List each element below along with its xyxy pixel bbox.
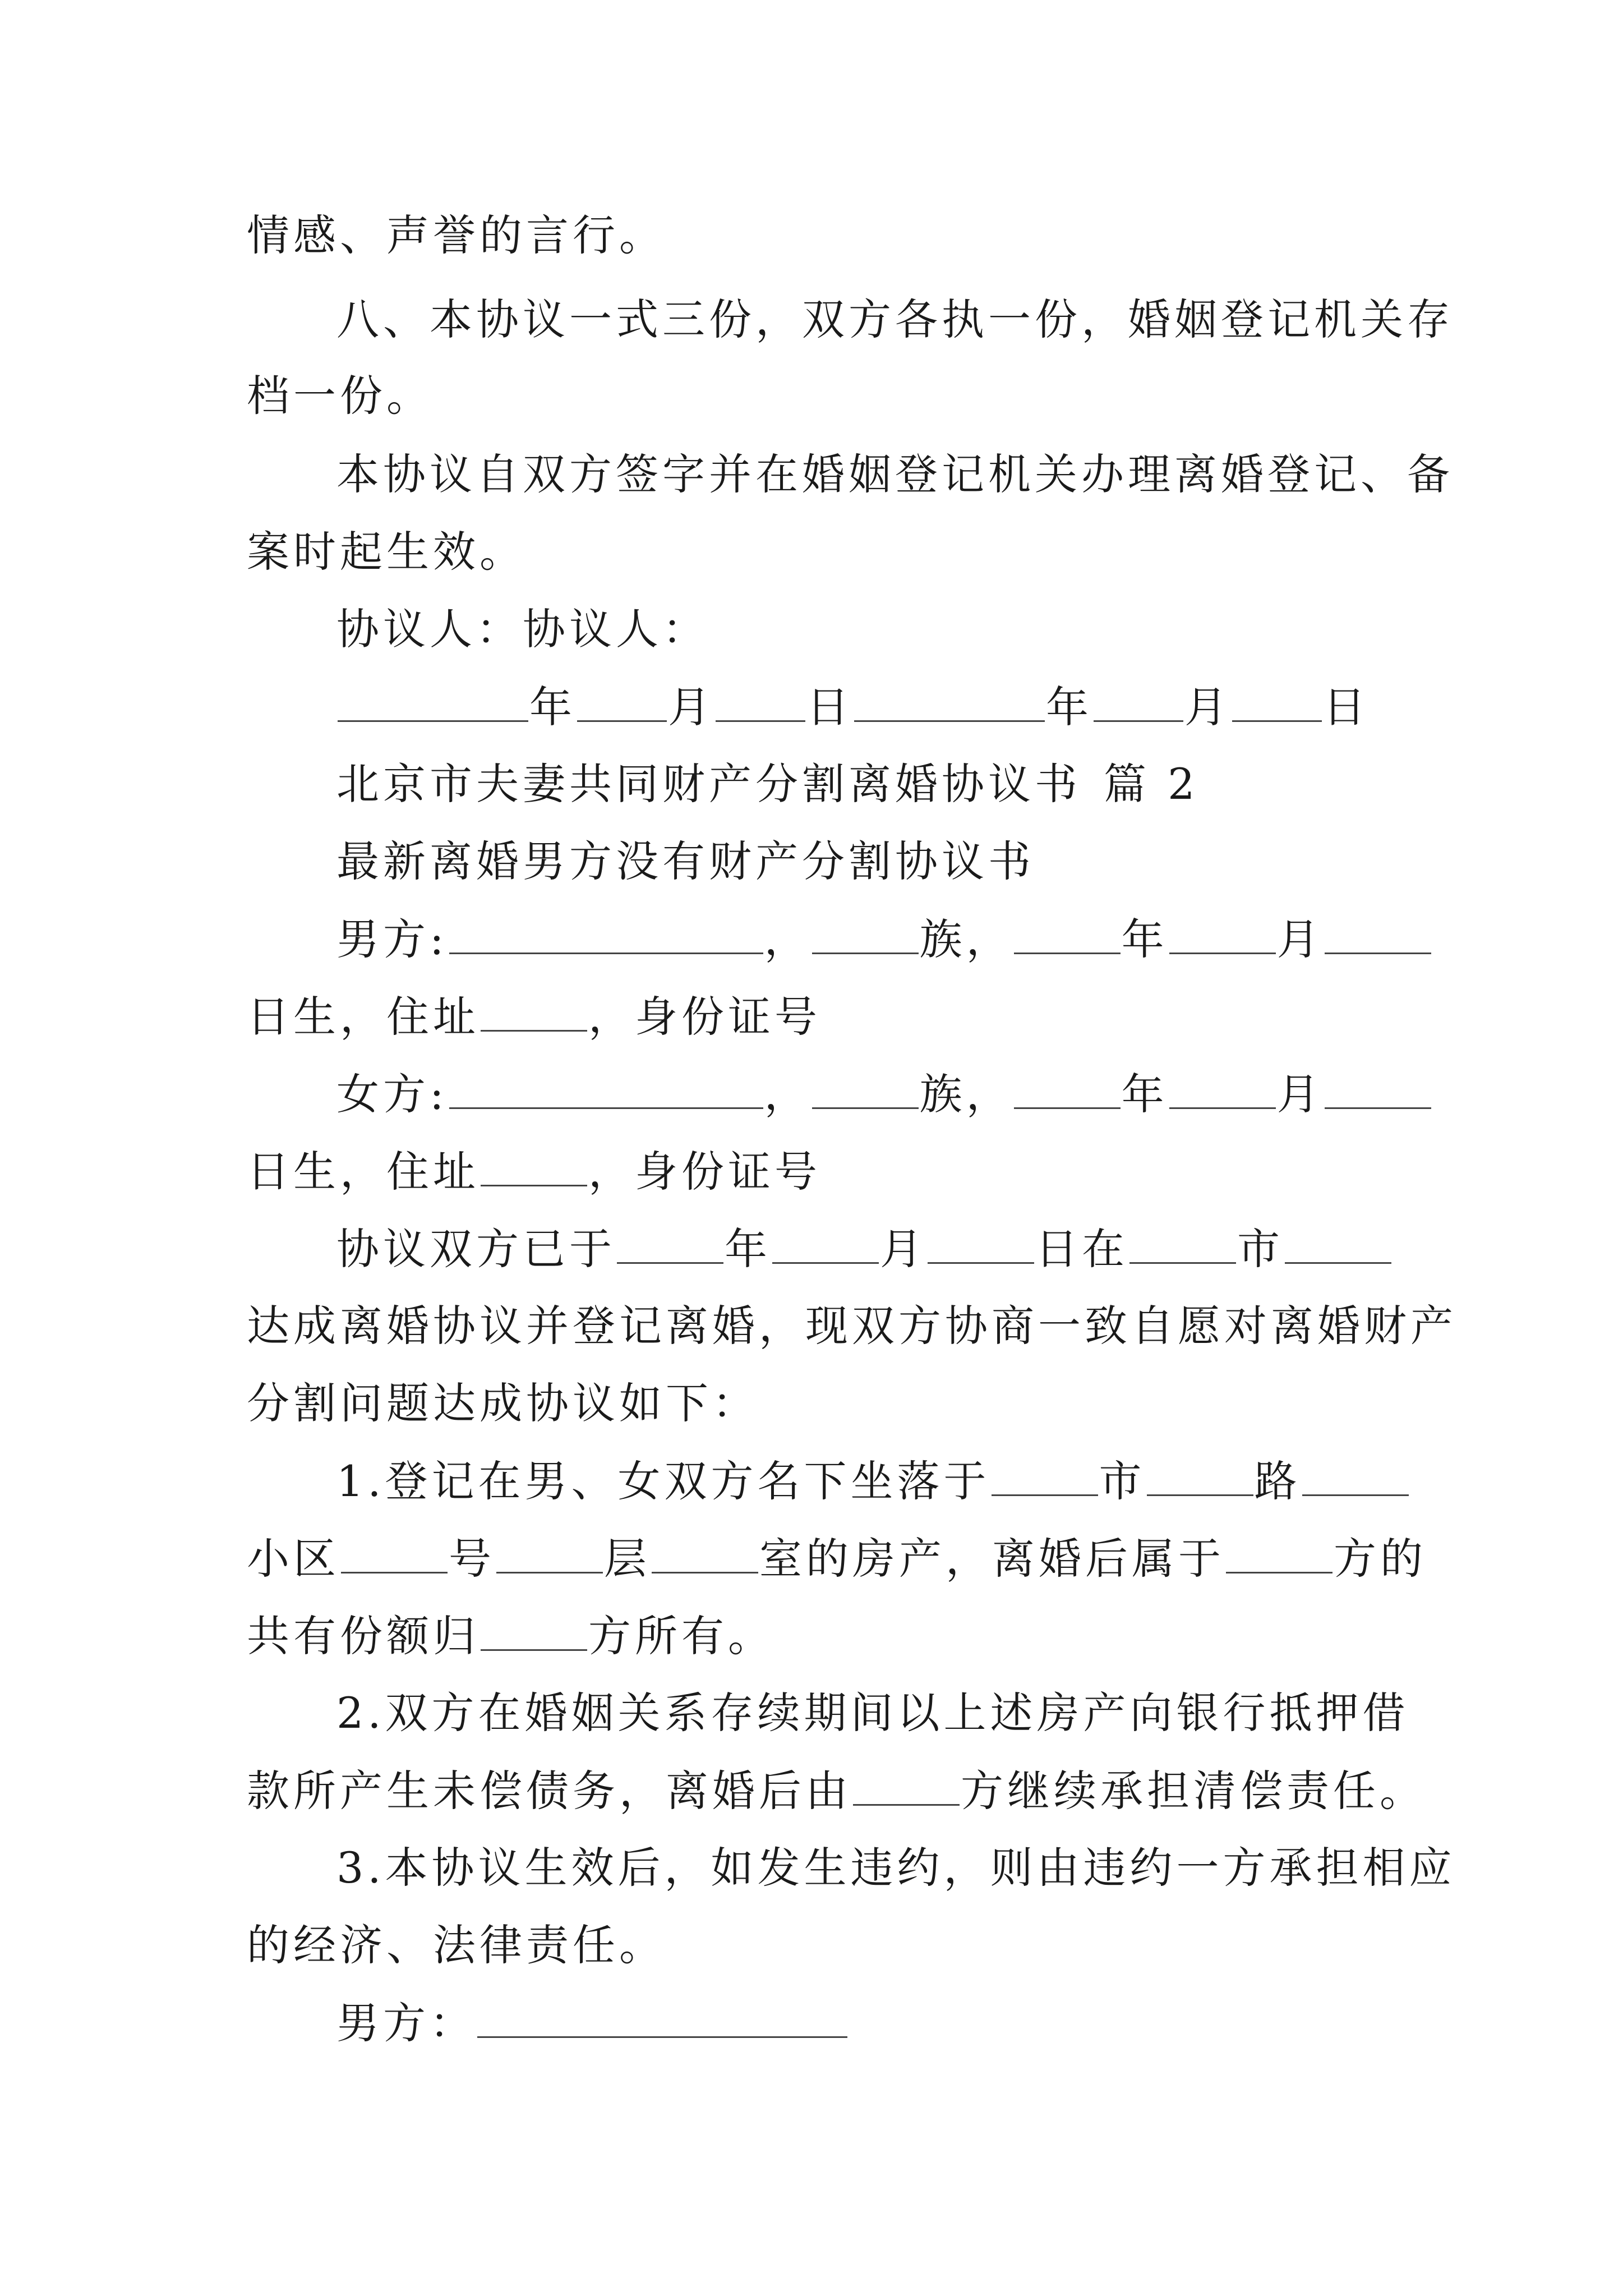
blank-field [1014,918,1121,954]
blank-field [812,918,919,954]
female-party-line-2: 日生，住址 ，身份证号 [247,1147,821,1197]
blank-field [338,685,528,722]
text-line: 情感、声誉的言行。 [247,210,666,260]
item-three-line: 3.本协议生效后，如发生违约，则由违约一方承担相应 [336,1843,1456,1893]
male-party-line-2: 日生，住址 ，身份证号 [247,992,821,1042]
blank-field [341,1537,448,1573]
blank-field [772,1227,879,1264]
blank-field [928,1227,1034,1264]
signature-blank [477,2001,847,2038]
text-line: 达成离婚协议并登记离婚，现双方协商一致自愿对离婚财产 [247,1301,1457,1351]
blank-field [853,1769,960,1806]
item-two-line: 2.双方在婚姻关系存续期间以上述房产向银行抵押借 [336,1688,1409,1738]
blank-field [1169,918,1276,954]
blank-field [1147,1460,1253,1496]
blank-field [1302,1460,1409,1496]
blank-field [449,918,763,954]
effective-clause: 本协议自双方签字并在婚姻登记机关办理离婚登记、备 [336,449,1454,499]
clause-eight: 八、本协议一式三份，双方各执一份，婚姻登记机关存 [336,295,1454,344]
blank-field [617,1227,723,1264]
female-party-line: 女方: ， 族， 年 月 [336,1073,1385,1116]
item-one-line: 1.登记在男、女双方名下坐落于 市 路 [336,1460,1385,1503]
text-line: 的经济、法律责任。 [247,1920,666,1970]
blank-field [854,685,1045,722]
agreement-line: 协议双方已于 年 月 日在 市 [336,1227,1385,1271]
item-one-line-3: 共有份额归 方所有。 [247,1611,774,1661]
section-heading [336,759,1385,809]
blank-field [716,685,805,722]
blank-field [1232,685,1322,722]
subtitle: 最新离婚男方没有财产分割协议书 [336,836,1035,886]
blank-field [1325,918,1431,954]
text-line: 分割问题达成协议如下： [247,1378,759,1428]
blank-field [992,1460,1098,1496]
blank-field [496,1537,603,1573]
blank-field [481,1614,587,1651]
blank-field [1014,1073,1121,1109]
date-line: 年 月 日 年 月 日 [336,685,1385,729]
blank-field [577,685,667,722]
blank-field [1325,1073,1431,1109]
blank-field [812,1073,919,1109]
item-two-line-2: 款所产生未偿债务，离婚后由 方继续承担清偿责任。 [247,1766,1426,1816]
section-number: 篇 2 [1104,759,1199,809]
text-line: 案时起生效。 [247,527,526,577]
blank-field [1094,685,1183,722]
blank-field [481,995,587,1032]
blank-field [1129,1227,1236,1264]
blank-field [449,1073,763,1109]
signatories-line: 协议人：协议人： [336,604,709,654]
blank-field [1285,1227,1391,1264]
blank-field [481,1150,587,1186]
blank-field [1226,1537,1332,1573]
item-one-line-2: 小区 号 层 室的房产，离婚后属于 方的 [247,1534,1427,1584]
blank-field [1169,1073,1276,1109]
male-signature-line: 男方： [336,2001,1385,2045]
male-party-line: 男方: ， 族， 年 月 [336,918,1385,961]
text-line: 档一份。 [247,371,433,421]
section-title: 北京市夫妻共同财产分割离婚协议书 [336,759,1081,809]
blank-field [652,1537,758,1573]
